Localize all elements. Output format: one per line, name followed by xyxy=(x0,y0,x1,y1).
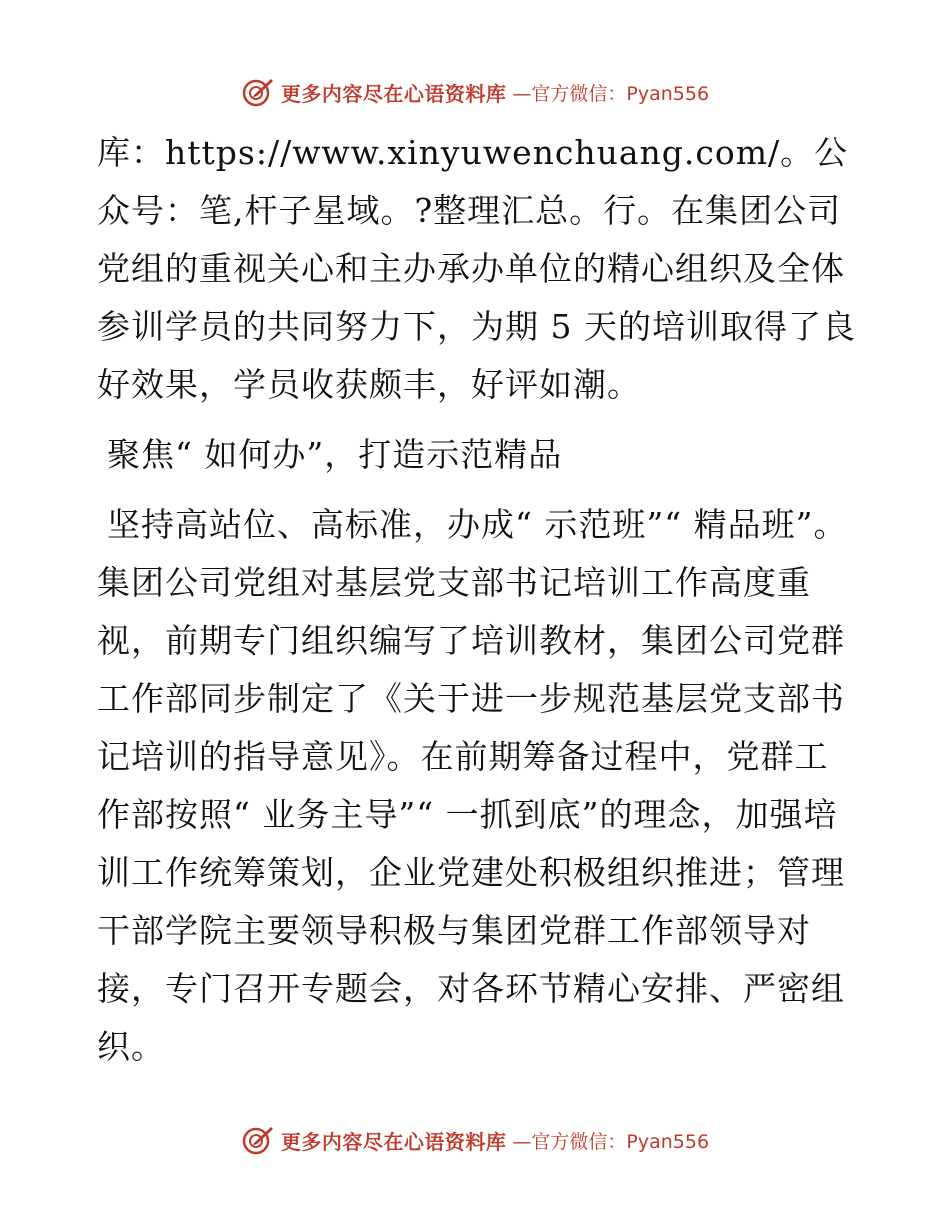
banner-contact-text: —官方微信：Pyan556 xyxy=(512,1130,710,1153)
body-paragraph-1: 库：https://www.xinyuwenchuang.com/。公众号：笔,杆子星域。?整理汇总。行。在集团公司党组的重视关心和主办承办单位的精心组织及全体参训学员的共同努力下，为期 5 天的培训取得了良好效果，学员收获颇丰，好评如潮。 xyxy=(97,133,856,404)
document-body xyxy=(97,124,857,1076)
header-watermark-banner xyxy=(0,72,950,112)
banner-brand-text: 更多内容尽在心语资料库 xyxy=(280,1129,507,1154)
body-paragraph-2: 坚持高站位、高标准，办成“ 示范班”“ 精品班”。集团公司党组对基层党支部书记培训工作高度重视，前期专门组织编写了培训教材，集团公司党群工作部同步制定了《关于进一步规范基层党支部书记培训的指导意见》。在前期筹备过程中，党群工作部按照“ 业务主导”“ 一抓到底”的理念，加强培训工作统筹策划，企业党建处积极组织推进；管理干部学院主要领导积极与集团党群工作部领导对接，专门召开专题会，对各环节精心安排、严密组织。 xyxy=(97,505,848,1066)
section-heading: 聚焦“ 如何办”，打造示范精品 xyxy=(107,435,563,474)
pen-circle-logo-icon xyxy=(241,1123,275,1157)
banner-contact-text: —官方微信：Pyan556 xyxy=(512,82,710,105)
footer-watermark-banner xyxy=(0,1120,950,1160)
banner-brand-text: 更多内容尽在心语资料库 xyxy=(280,81,507,106)
pen-circle-logo-icon xyxy=(241,75,275,109)
